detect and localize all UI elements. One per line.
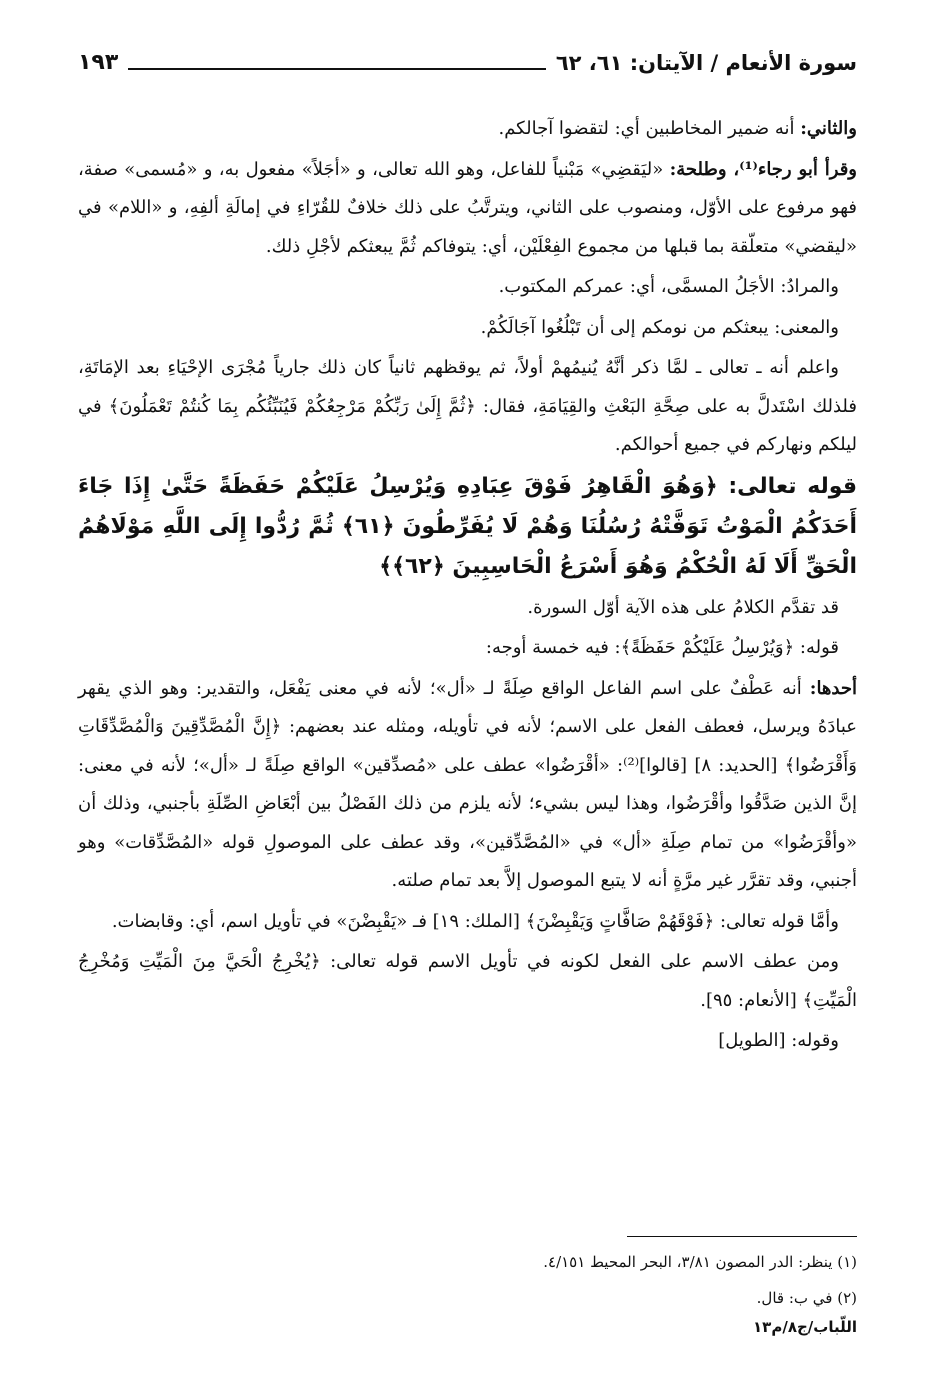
paragraph-text: وأمَّا قوله تعالى: ﴿فَوْقَهُمْ صَافَّاتٍ وَيَقْبِضْنَ﴾ [الملك: ١٩] فـ «يَقْبِضْنَ» في تأويل اسم، أي: وقابضات.	[111, 910, 839, 932]
page-number: ١٩٣	[78, 50, 119, 75]
paragraph-text: واعلم أنه ـ تعالى ـ لمَّا ذكر أنَّهُ يُنيمُهمْ أولاً، ثم يوقظهم ثانياً كان ذلك جارياً مُجْرَى الإحْيَاءِ بعد الإمَاتَةِ، فلذلك اسْتَدلَّ به على صِحَّةِ البَعْثِ والقِيَامَةِ، فقال: ﴿ثُمَّ إِلَىٰ رَبِّكُمْ مَرْجِعُكُمْ فَيُنَبِّئُكُم بِمَا كُنتُمْ تَعْمَلُونَ﴾ في ليلكم ونهاركم في جميع أحوالكم.	[78, 357, 857, 455]
paragraph-text: والمرادُ: الأجَلُ المسمَّى، أي: عمركم المكتوب.	[498, 276, 839, 297]
volume-signature: اللّباب/ج٨/م١٣	[753, 1318, 857, 1336]
paragraph-7	[78, 589, 857, 628]
paragraph-12	[78, 1022, 857, 1061]
paragraph-lead: وقرأ أبو رجاء⁽¹⁾، وطلحة:	[669, 158, 857, 180]
paragraph-4	[78, 309, 857, 348]
header-rule	[128, 68, 546, 70]
paragraph-10	[78, 903, 857, 942]
paragraph-text: قد تقدَّم الكلامُ على هذه الآية أوّل السورة.	[527, 596, 839, 618]
paragraph-9	[78, 670, 857, 901]
paragraph-3	[78, 268, 857, 307]
verse-lead: قوله تعالى:	[728, 473, 857, 499]
paragraph-1	[78, 110, 857, 149]
paragraph-8	[78, 629, 857, 668]
main-text	[78, 110, 857, 1061]
paragraph-text: والمعنى: يبعثكم من نومكم إلى أن تَبْلُغُوا آجَالَكُمْ.	[480, 316, 839, 338]
paragraph-2	[78, 151, 857, 267]
running-title: سورة الأنعام / الآيتان: ٦١، ٦٢	[555, 51, 857, 75]
paragraph-text: قوله: ﴿وَيُرْسِلُ عَلَيْكُمْ حَفَظَةً﴾: فيه خمسة أوجه:	[485, 637, 839, 658]
paragraph-text: «ليَقضِي» مَبْنياً للفاعل، وهو الله تعالى، و «أجَلاً» مفعول به، و «مُسمى» صفة، فهو مرفوع على الأوّل، ومنصوب على الثاني، ويترتَّبُ على ذلك خلافٌ للقُرّاءِ في إمالَةِ ألفِهِ، و «اللام» في «ليقضي» متعلّقة بما قبلها من مجموع الفِعْلَيْن، أي: يتوفاكم ثُمَّ يبعثكم لأجْلِ ذلك.	[78, 158, 857, 257]
paragraph-text: أنه ضمير المخاطبين أي: لتقضوا آجالكم.	[498, 118, 801, 139]
paragraph-text: أنه عَطْفٌ على اسم الفاعل الواقع صِلَةً لـ «أل»؛ لأنه في معنى يَفْعَل، والتقدير: وهو الذي يقهر عبادَهُ ويرسل، فعطف الفعل على الاسم؛ لأنه في تأويله، ومثله عند بعضهم: ﴿إِنَّ الْمُصَّدِّقِينَ وَالْمُصَّدِّقَاتِ وَأَقْرَضُوا﴾ [الحديد: ٨] [قالوا]⁽²⁾: «أقْرَضُوا» عطف على «مُصدِّقين» الواقع صِلَةً لـ «أل»؛ لأنه في معنى: إنَّ الذين صَدَّقُوا وأقْرَضُوا، وهذا ليس بشيء؛ لأنه يلزم من ذلك الفَصْلُ بين أبْعَاضِ الصِّلَةِ بأجنبي، وذلك أن «وأقْرَضُوا» من تمام صِلَةِ «أل» في «المُصَّدِّقين»، وقد عطف على الموصولِ قوله «المُصَّدِّقات» وهو أجنبي، وقد تقرَّر غير مرَّةٍ أنه لا يتبع الموصول إلاَّ بعد تمام صلته.	[78, 677, 857, 891]
paragraph-lead: والثاني:	[800, 118, 857, 139]
quran-verse-block	[78, 467, 857, 587]
footnote-1: (١) ينظر: الدر المصون ٣/٨١، البحر المحيط ٤/١٥١.	[543, 1253, 857, 1271]
footnotes	[78, 1244, 857, 1316]
footnote-2: (٢) في ب: قال.	[756, 1289, 857, 1307]
paragraph-11	[78, 943, 857, 1020]
paragraph-lead: أحدها:	[809, 677, 857, 699]
footnote-separator	[627, 1236, 857, 1237]
paragraph-text: ومن عطف الاسم على الفعل لكونه في تأويل الاسم قوله تعالى: ﴿يُخْرِجُ الْحَيَّ مِنَ الْمَيِّتِ وَمُخْرِجُ الْمَيِّتِ﴾ [الأنعام: ٩٥].	[78, 951, 857, 1011]
verse-text: ﴿وَهُوَ الْقَاهِرُ فَوْقَ عِبَادِهِ وَيُرْسِلُ عَلَيْكُمْ حَفَظَةً حَتَّىٰ إِذَا جَاءَ أَحَدَكُمُ الْمَوْتُ تَوَفَّتْهُ رُسُلُنَا وَهُمْ لَا يُفَرِّطُونَ ﴿٦١﴾ ثُمَّ رُدُّوا إِلَى اللَّهِ مَوْلَاهُمُ الْحَقِّ أَلَا لَهُ الْحُكْمُ وَهُوَ أَسْرَعُ الْحَاسِبِينَ ﴿٦٢﴾﴾	[78, 473, 857, 579]
paragraph-5	[78, 349, 857, 465]
paragraph-text: وقوله: [الطويل]	[718, 1030, 839, 1051]
page-header	[78, 38, 857, 78]
